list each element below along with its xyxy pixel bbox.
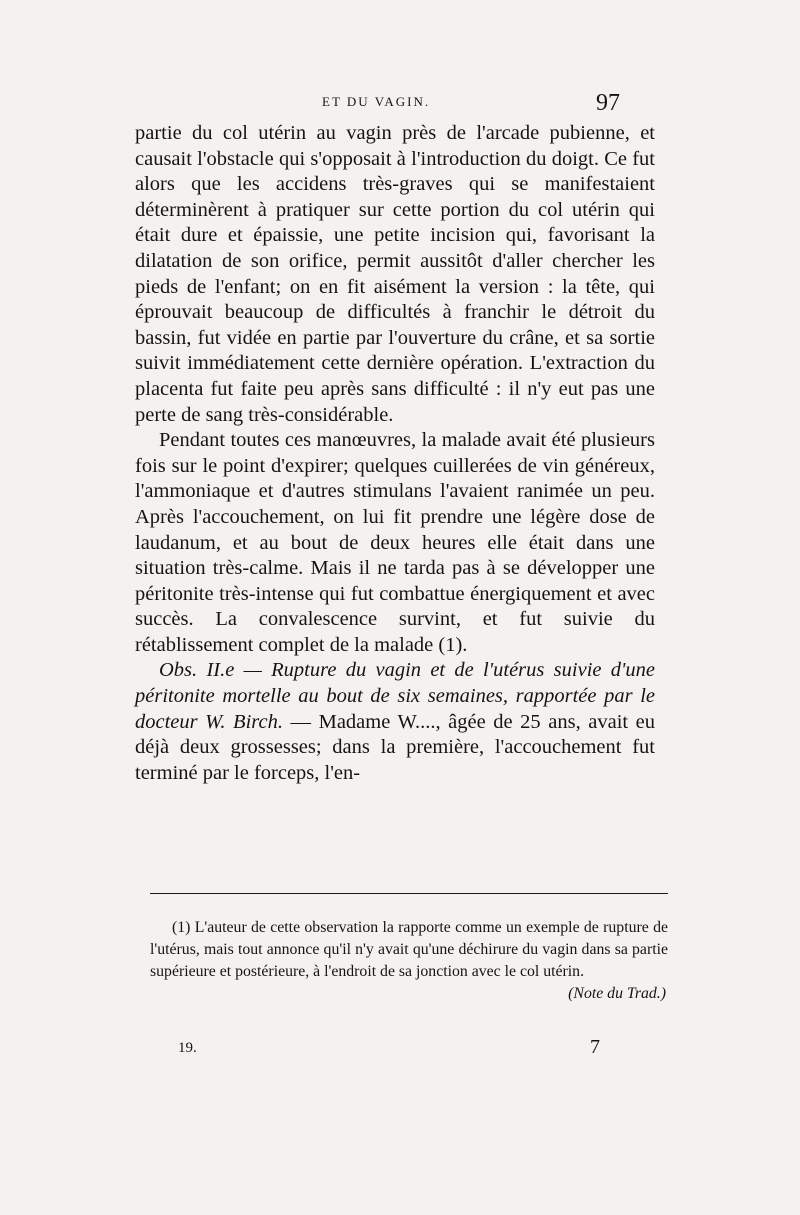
observation-label: Obs. II.e — <box>159 659 262 682</box>
page-number: 97 <box>596 90 620 116</box>
observation-title: Rupture du vagin et de l'utérus suivie d'une péritonite mortelle au bout de six semaines, rapportée par le docteur W. Birch. <box>135 659 656 733</box>
footnote-divider <box>150 893 668 894</box>
footnote-credit: (Note du Trad.) <box>568 985 666 1002</box>
observation-text: — Madame W...., âgée de 25 ans, avait eu déjà deux grossesses; dans la première, l'accouchement fut terminé par le forceps, l'en- <box>135 710 655 784</box>
paragraph-2: Pendant toutes ces manœuvres, la malade avait été plusieurs fois sur le point d'expirer; quelques cuillerées de vin généreux, l'ammoniaque et d'autres stimulans l'avaient ranimée un peu. Après l'accouchement, on lui fit prendre une légère dose de laudanum, et au bout de deux heures elle était dans une situation très-calme. Mais il ne tarda pas à se développer une péritonite très-intense qui fut combattue énergiquement et avec succès. La convalescence survint, et fut suivie du rétablissement complet de la malade (1). <box>135 429 655 656</box>
paragraph-1: partie du col utérin au vagin près de l'arcade pubienne, et causait l'obstacle qui s'opposait à l'introduction du doigt. Ce fut alors que les accidens très-graves qui se manifestaient déterminèrent à pratiquer sur cette portion du col utérin qui était dure et épaissie, une petite incision qui, favorisant la dilatation de son orifice, permit aussitôt d'aller chercher les pieds de l'enfant; on en fit aisément la version : la tête, qui éprouvait beaucoup de difficultés à franchir le détroit du bassin, fut vidée en partie par l'ouverture du crâne, et sa sortie suivit immédiatement cette dernière opération. L'extraction du placenta fut faite peu après sans difficulté : il n'y eut pas une perte de sang très-considérable. <box>135 122 655 426</box>
footnote <box>150 917 668 1005</box>
signature-mark-right: 7 <box>590 1036 600 1058</box>
observation-paragraph <box>135 658 655 786</box>
main-text <box>135 121 655 786</box>
footnote-text: (1) L'auteur de cette observation la rapporte comme un exemple de rupture de l'utérus, mais tout annonce qu'il n'y avait qu'une déchirure du vagin dans sa partie supérieure et postérieure, à l'endroit de sa jonction avec le col utérin. <box>150 919 668 980</box>
signature-mark-left: 19. <box>178 1040 197 1056</box>
running-title: ET DU VAGIN. <box>322 94 431 109</box>
